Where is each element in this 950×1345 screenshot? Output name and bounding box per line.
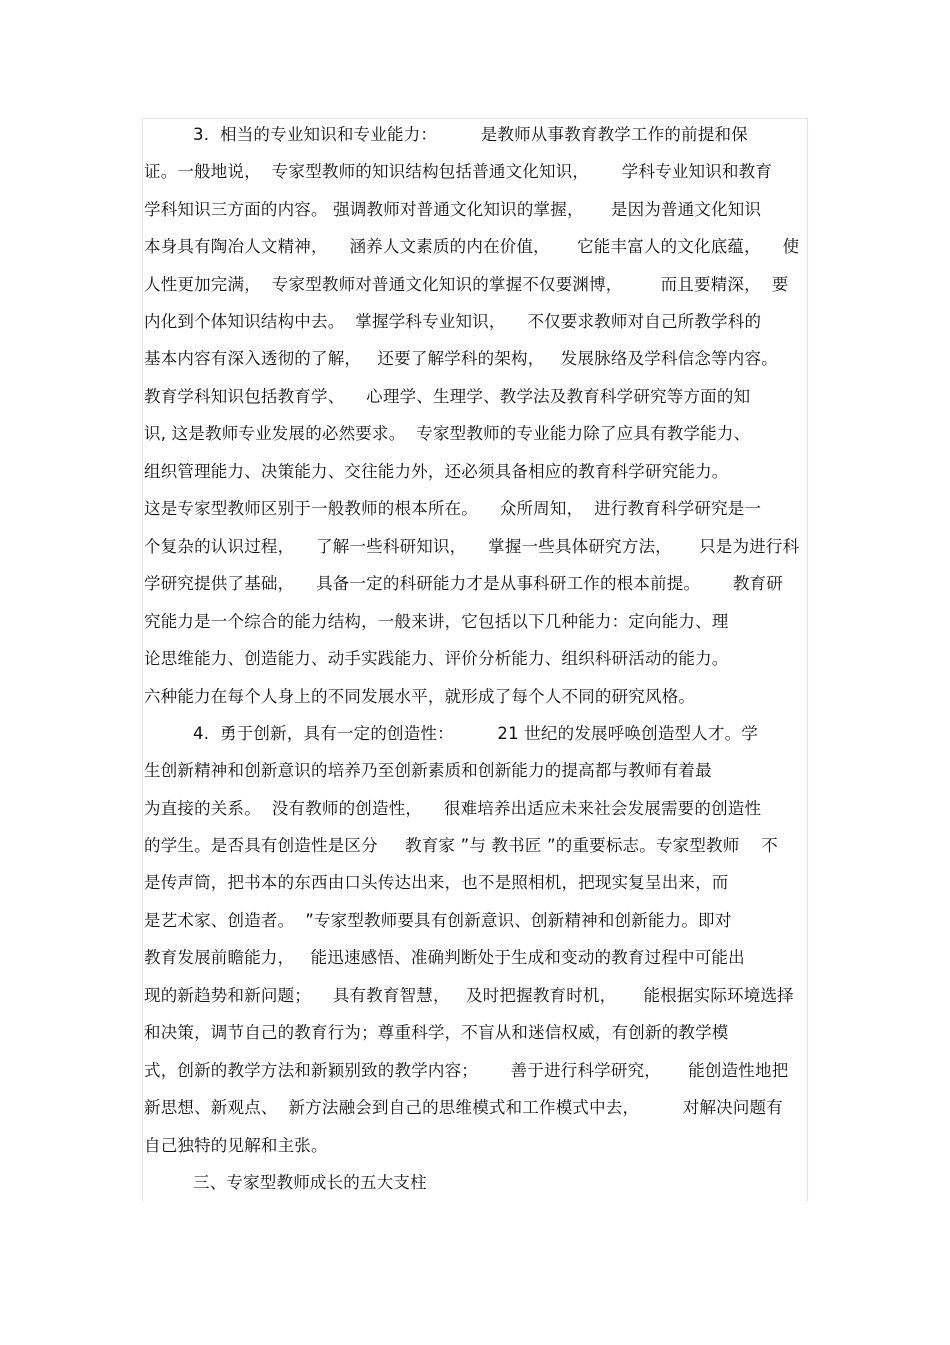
text-line: 个复杂的认识过程， 了解一些科研知识， 掌握一些具体研究方法， 只是为进行科 (144, 537, 800, 556)
text-line: 自己独特的见解和主张。 (144, 1136, 328, 1155)
text-line: 证。一般地说， 专家型教师的知识结构包括普通文化知识， 学科专业知识和教育 (144, 162, 773, 181)
text-line: 的学生。是否具有创造性是区分 教育家 ”与 教书匠 ”的重要标志。专家型教师 不 (144, 836, 778, 855)
text-line: 论思维能力、创造能力、动手实践能力、评价分析能力、组织科研活动的能力。 (144, 649, 729, 668)
text-line: 究能力是一个综合的能力结构，一般来讲，它包括以下几种能力：定向能力、理 (144, 612, 729, 631)
text-line: 本身具有陶冶人文精神， 涵养人文素质的内在价值， 它能丰富人的文化底蕴， 使 (144, 237, 800, 256)
text-line: 人性更加完满， 专家型教师对普通文化知识的掌握不仅要渊博， 而且要精深， 要 (144, 275, 789, 294)
text-line: 基本内容有深入透彻的了解， 还要了解学科的架构， 发展脉络及学科信念等内容。 (144, 349, 778, 368)
text-line: 是艺术家、创造者。 ”专家型教师要具有创新意识、创新精神和创新能力。即对 (144, 911, 732, 930)
text-line: 内化到个体知识结构中去。 掌握学科专业知识， 不仅要求教师对自己所教学科的 (144, 312, 762, 331)
text-line: 新思想、新观点、 新方法融会到自己的思维模式和工作模式中去， 对解决问题有 (144, 1098, 783, 1117)
text-line: 是传声筒，把书本的东西由口头传达出来，也不是照相机，把现实复呈出来，而 (144, 873, 729, 892)
text-line: 4. 勇于创新，具有一定的创造性： 21 世纪的发展呼唤创造型人才。学 (144, 724, 759, 743)
text-line: 教育发展前瞻能力， 能迅速感悟、准确判断处于生成和变动的教育过程中可能出 (144, 948, 745, 967)
text-line: 六种能力在每个人身上的不同发展水平，就形成了每个人不同的研究风格。 (144, 687, 696, 706)
text-line: 式，创新的教学方法和新颖别致的教学内容； 善于进行科学研究， 能创造性地把 (144, 1061, 789, 1080)
text-line: 识, 这是教师专业发展的必然要求。 专家型教师的专业能力除了应具有教学能力、 (144, 424, 751, 443)
text-line: 和决策，调节自己的教育行为；尊重科学，不盲从和迷信权威，有创新的教学模 (144, 1023, 729, 1042)
text-line: 教育学科知识包括教育学、 心理学、生理学、教学法及教育科学研究等方面的知 (144, 387, 751, 406)
section-heading: 三、专家型教师成长的五大支柱 (144, 1173, 427, 1192)
text-line: 学科知识三方面的内容。 强调教师对普通文化知识的掌握， 是因为普通文化知识 (144, 200, 762, 219)
text-line: 生创新精神和创新意识的培养乃至创新素质和创新能力的提高都与教师有着最 (144, 761, 712, 780)
text-line: 学研究提供了基础， 具备一定的科研能力才是从事科研工作的根本前提。 教育研 (144, 574, 783, 593)
text-line: 3. 相当的专业知识和专业能力： 是教师从事教育教学工作的前提和保 (144, 125, 748, 144)
text-line: 这是专家型教师区别于一般教师的根本所在。 众所周知， 进行教育科学研究是一 (144, 499, 762, 518)
text-line: 现的新趋势和新问题； 具有教育智慧， 及时把握教育时机， 能根据实际环境选择 (144, 986, 794, 1005)
text-line: 为直接的关系。 没有教师的创造性， 很难培养出适应未来社会发展需要的创造性 (144, 799, 762, 818)
text-line: 组织管理能力、决策能力、交往能力外，还必须具备相应的教育科学研究能力。 (144, 462, 729, 481)
